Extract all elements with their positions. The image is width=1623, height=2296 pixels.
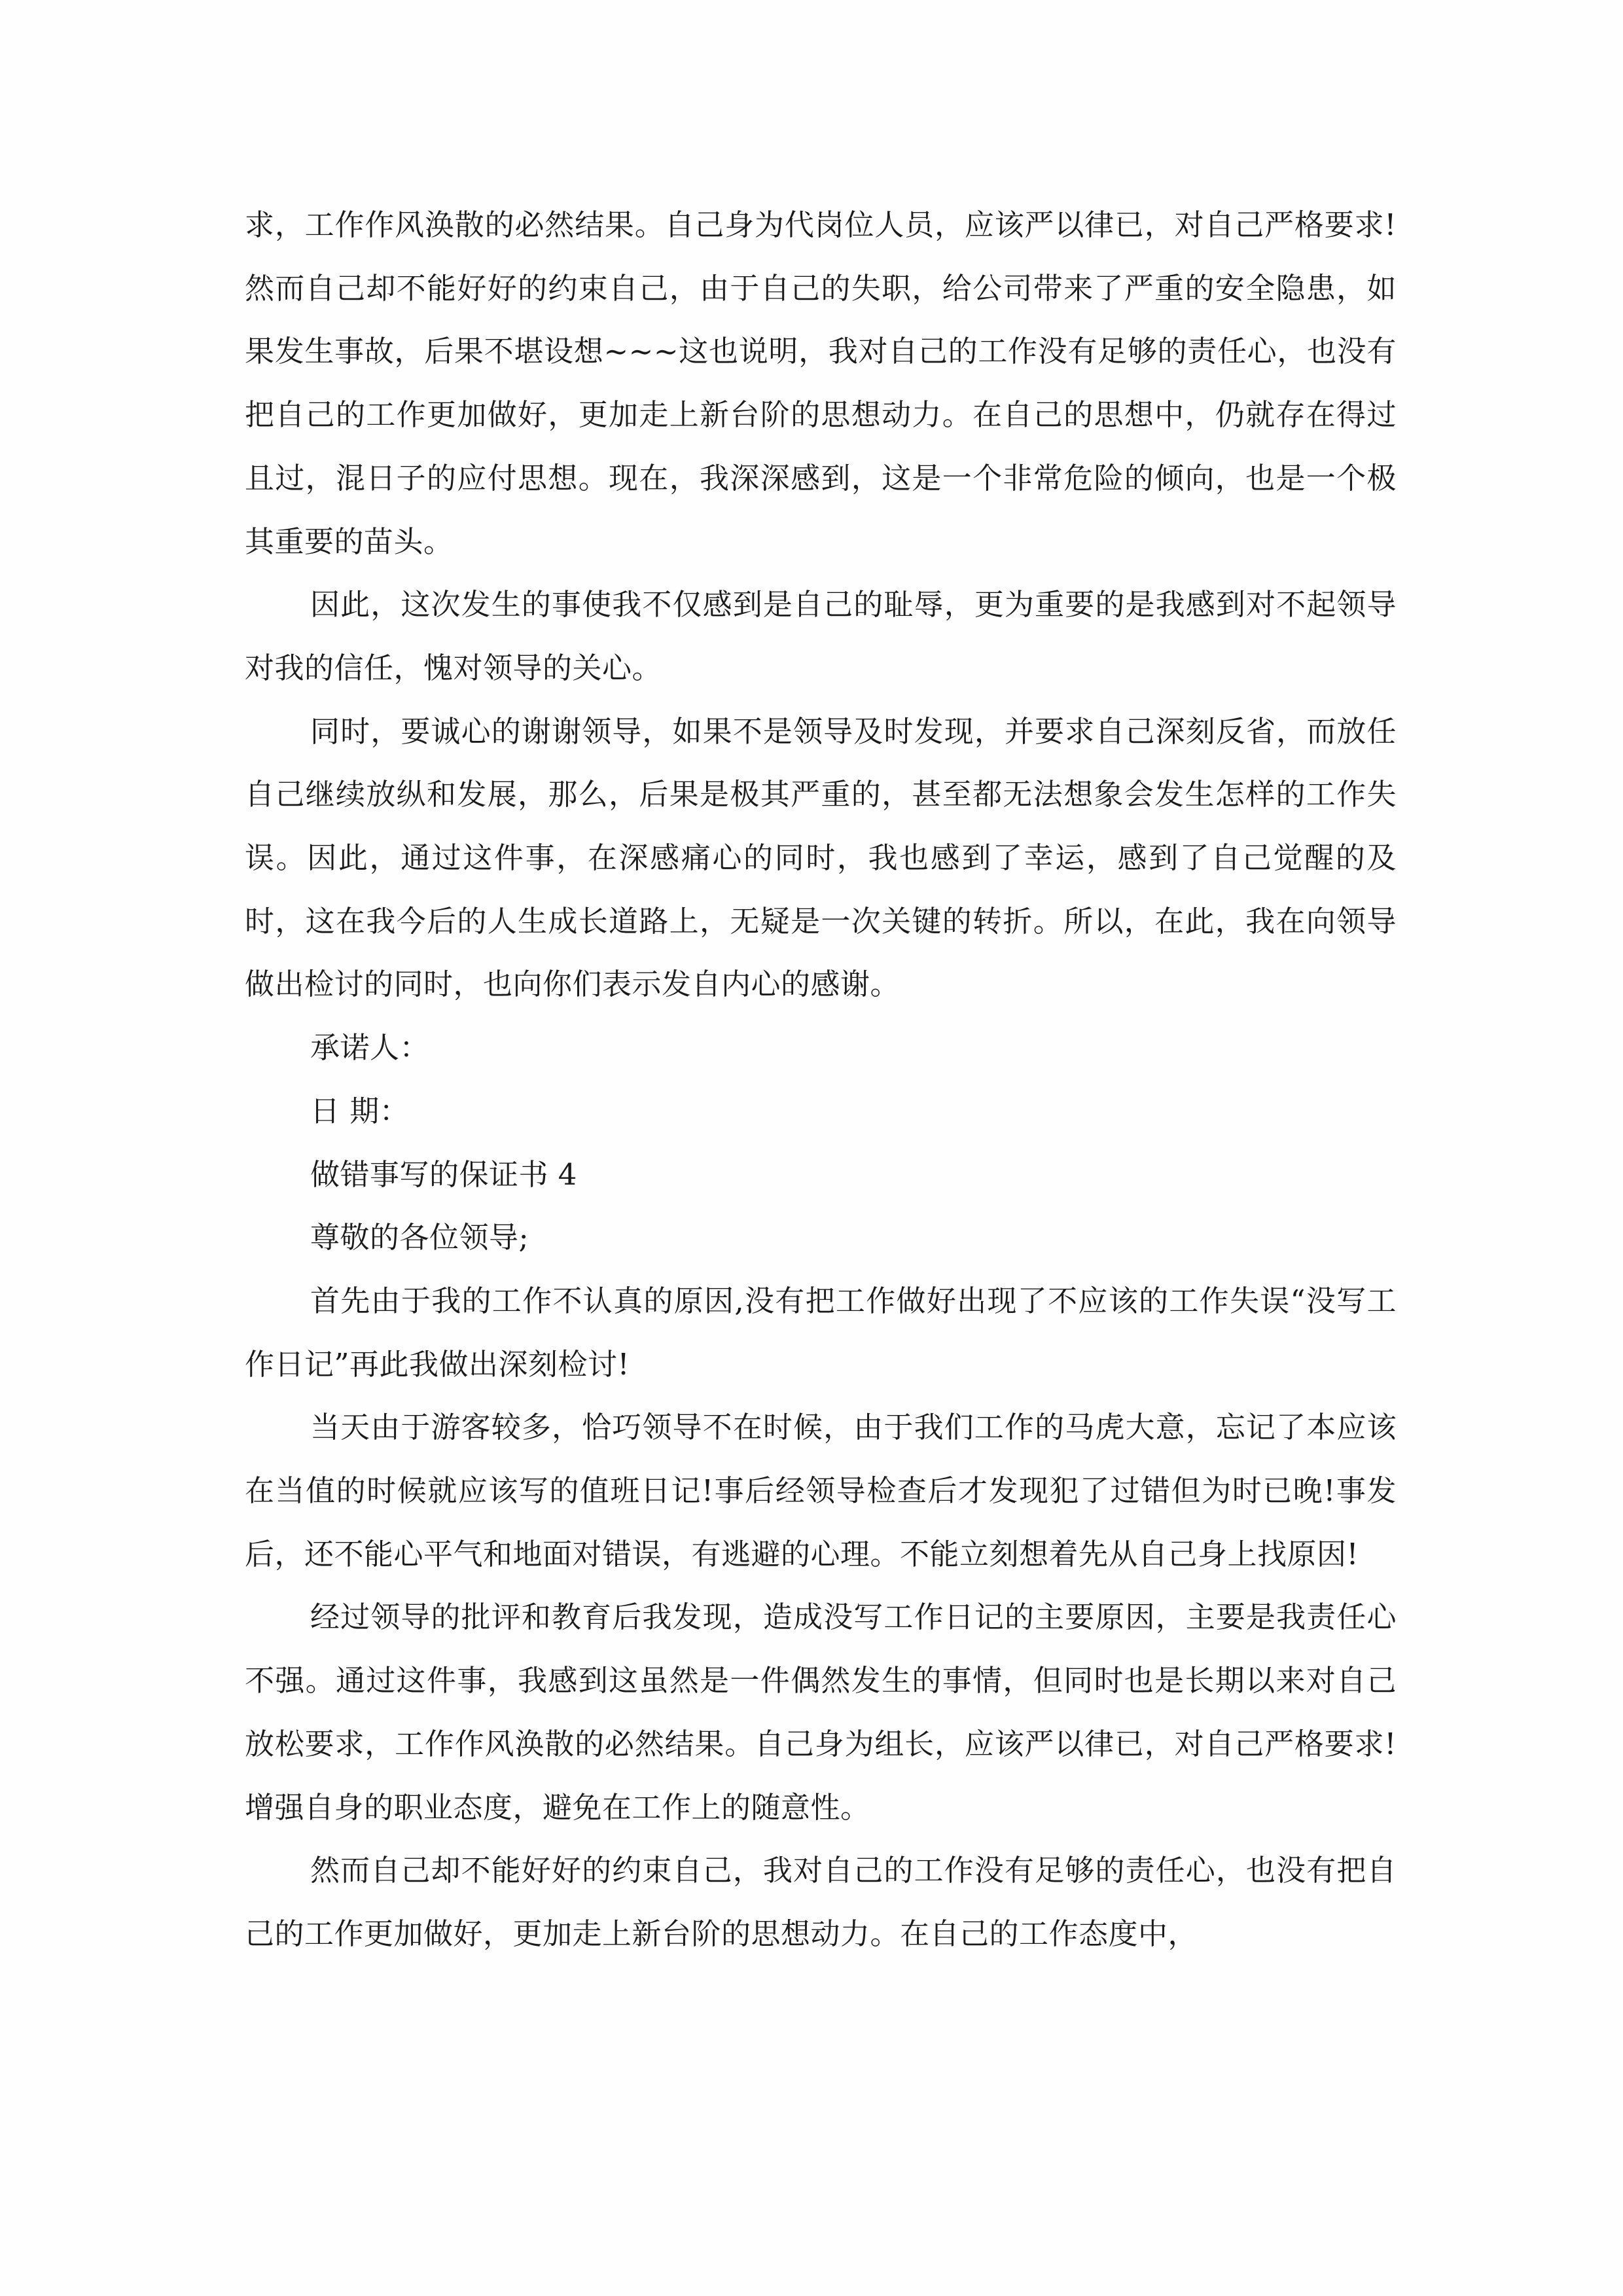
date-label: 日 期：: [310, 1093, 410, 1128]
paragraph: 当天由于游客较多，恰巧领导不在时候，由于我们工作的马虎大意，忘记了本应该在当值的时候就应该写的值班日记!事后经领导检查后才发现犯了过错但为时已晚!事发后，还不能心平气和地面对错误，有逃避的心理。不能立刻想着先从自己身上找原因!: [245, 1410, 1397, 1571]
salutation: 尊敬的各位领导;: [310, 1220, 529, 1255]
paragraph: 经过领导的批评和教育后我发现，造成没写工作日记的主要原因，主要是我责任心不强。通过这件事，我感到这虽然是一件偶然发生的事情，但同时也是长期以来对自己放松要求，工作作风涣散的必然结果。自己身为组长，应该严以律已，对自己严格要求!增强自身的职业态度，避免在工作上的随意性。: [245, 1600, 1397, 1825]
section-title: 做错事写的保证书 4: [310, 1157, 577, 1192]
paragraph: 同时，要诚心的谢谢领导，如果不是领导及时发现，并要求自己深刻反省，而放任自己继续放纵和发展，那么，后果是极其严重的，甚至都无法想象会发生怎样的工作失误。因此，通过这件事，在深感痛心的同时，我也感到了幸运，感到了自己觉醒的及时，这在我今后的人生成长道路上，无疑是一次关键的转折。所以，在此，我在向领导做出检讨的同时，也向你们表示发自内心的感谢。: [245, 713, 1397, 1002]
paragraph: 然而自己却不能好好的约束自己，我对自己的工作没有足够的责任心，也没有把自己的工作更加做好，更加走上新台阶的思想动力。在自己的工作态度中，: [245, 1853, 1397, 1951]
paragraph: 求，工作作风涣散的必然结果。自己身为代岗位人员，应该严以律已，对自己严格要求!然而自己却不能好好的约束自己，由于自己的失职，给公司带来了严重的安全隐患，如果发生事故，后果不堪设想~~~这也说明，我对自己的工作没有足够的责任心，也没有把自己的工作更加做好，更加走上新台阶的思想动力。在自己的思想中，仍就存在得过且过，混日子的应付思想。现在，我深深感到，这是一个非常危险的倾向，也是一个极其重要的苗头。: [245, 207, 1397, 559]
signature-label: 承诺人：: [310, 1030, 430, 1066]
document-body: [245, 194, 1397, 1966]
paragraph: 首先由于我的工作不认真的原因,没有把工作做好出现了不应该的工作失误“没写工作日记”再此我做出深刻检讨!: [245, 1283, 1397, 1382]
paragraph: 因此，这次发生的事使我不仅感到是自己的耻辱，更为重要的是我感到对不起领导对我的信任，愧对领导的关心。: [245, 587, 1397, 685]
